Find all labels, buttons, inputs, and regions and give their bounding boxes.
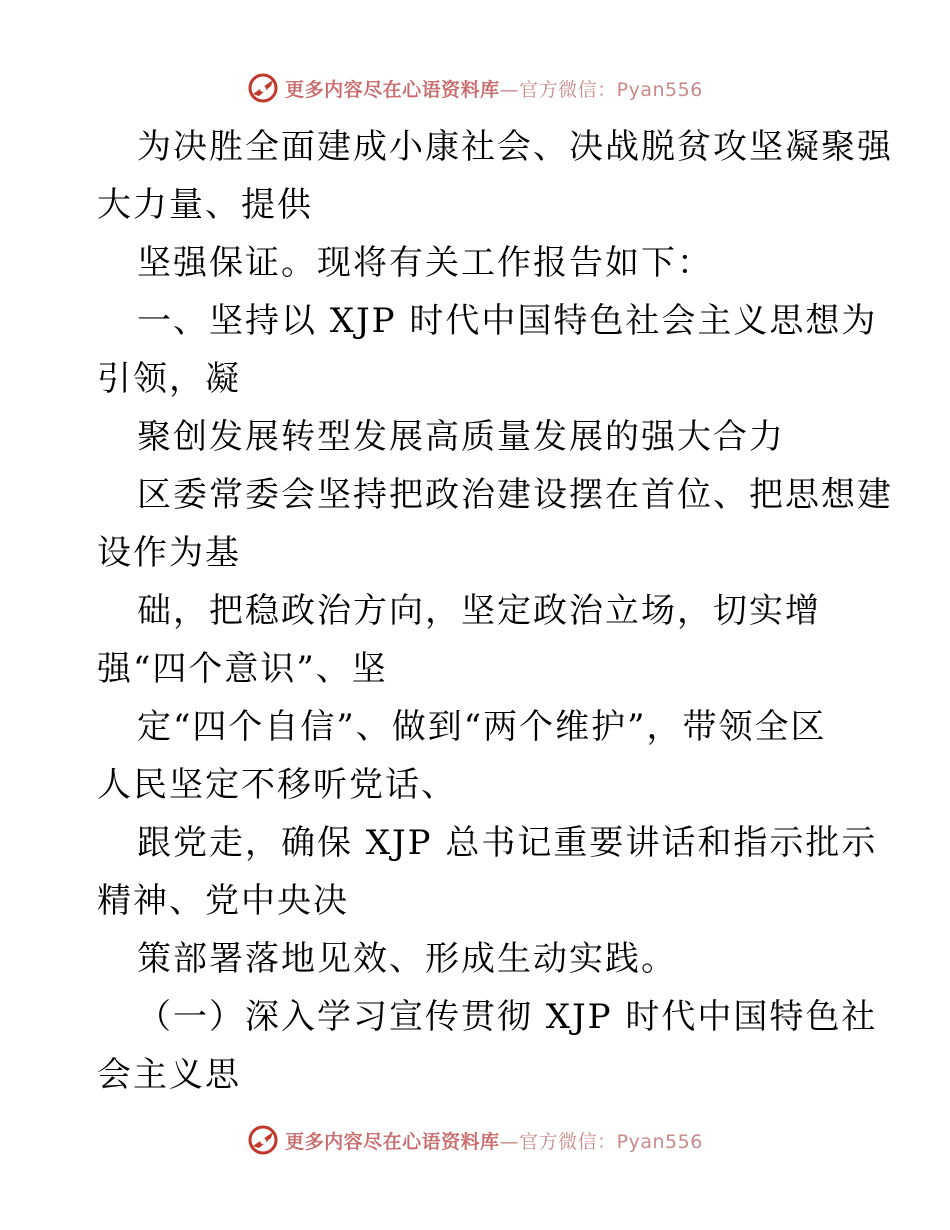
text-line: 引领，凝 xyxy=(97,359,241,399)
text-line: 为决胜全面建成小康社会、决战脱贫攻坚凝聚强 xyxy=(137,127,893,167)
footer-watermark xyxy=(0,1124,950,1156)
text-line: 定“四个自信”、做到“两个维护”，带领全区 xyxy=(137,707,827,747)
section-heading: 一、坚持以 XJP 时代中国特色社会主义思想为 xyxy=(137,301,878,341)
text-line: 人民坚定不移听党话、 xyxy=(97,765,457,805)
text-line: 设作为基 xyxy=(97,533,241,573)
text-line: 会主义思 xyxy=(97,1055,241,1095)
text-line: 跟党走，确保 XJP 总书记重要讲话和指示批示 xyxy=(137,823,878,863)
text-line: 精神、党中央决 xyxy=(97,881,349,921)
text-line: 策部署落地见效、形成生动实践。 xyxy=(137,939,677,979)
text-line: 础，把稳政治方向，坚定政治立场，切实增 xyxy=(137,591,821,631)
subsection-heading: （一）深入学习宣传贯彻 XJP 时代中国特色社 xyxy=(137,997,878,1037)
watermark-brand: 更多内容尽在心语资料库 xyxy=(285,1130,500,1153)
logo-icon xyxy=(247,72,279,104)
watermark-contact: —官方微信：Pyan556 xyxy=(499,1130,703,1153)
logo-icon xyxy=(247,1124,279,1156)
header-watermark xyxy=(0,72,950,104)
text-line: 坚强保证。现将有关工作报告如下： xyxy=(137,243,713,283)
text-line: 大力量、提供 xyxy=(97,185,313,225)
text-line: 区委常委会坚持把政治建设摆在首位、把思想建 xyxy=(137,475,893,515)
text-line: 聚创发展转型发展高质量发展的强大合力 xyxy=(137,417,785,457)
document-body xyxy=(97,118,893,1104)
watermark-brand: 更多内容尽在心语资料库 xyxy=(285,78,500,101)
watermark-contact: —官方微信：Pyan556 xyxy=(499,78,703,101)
text-line: 强“四个意识”、坚 xyxy=(97,649,388,689)
